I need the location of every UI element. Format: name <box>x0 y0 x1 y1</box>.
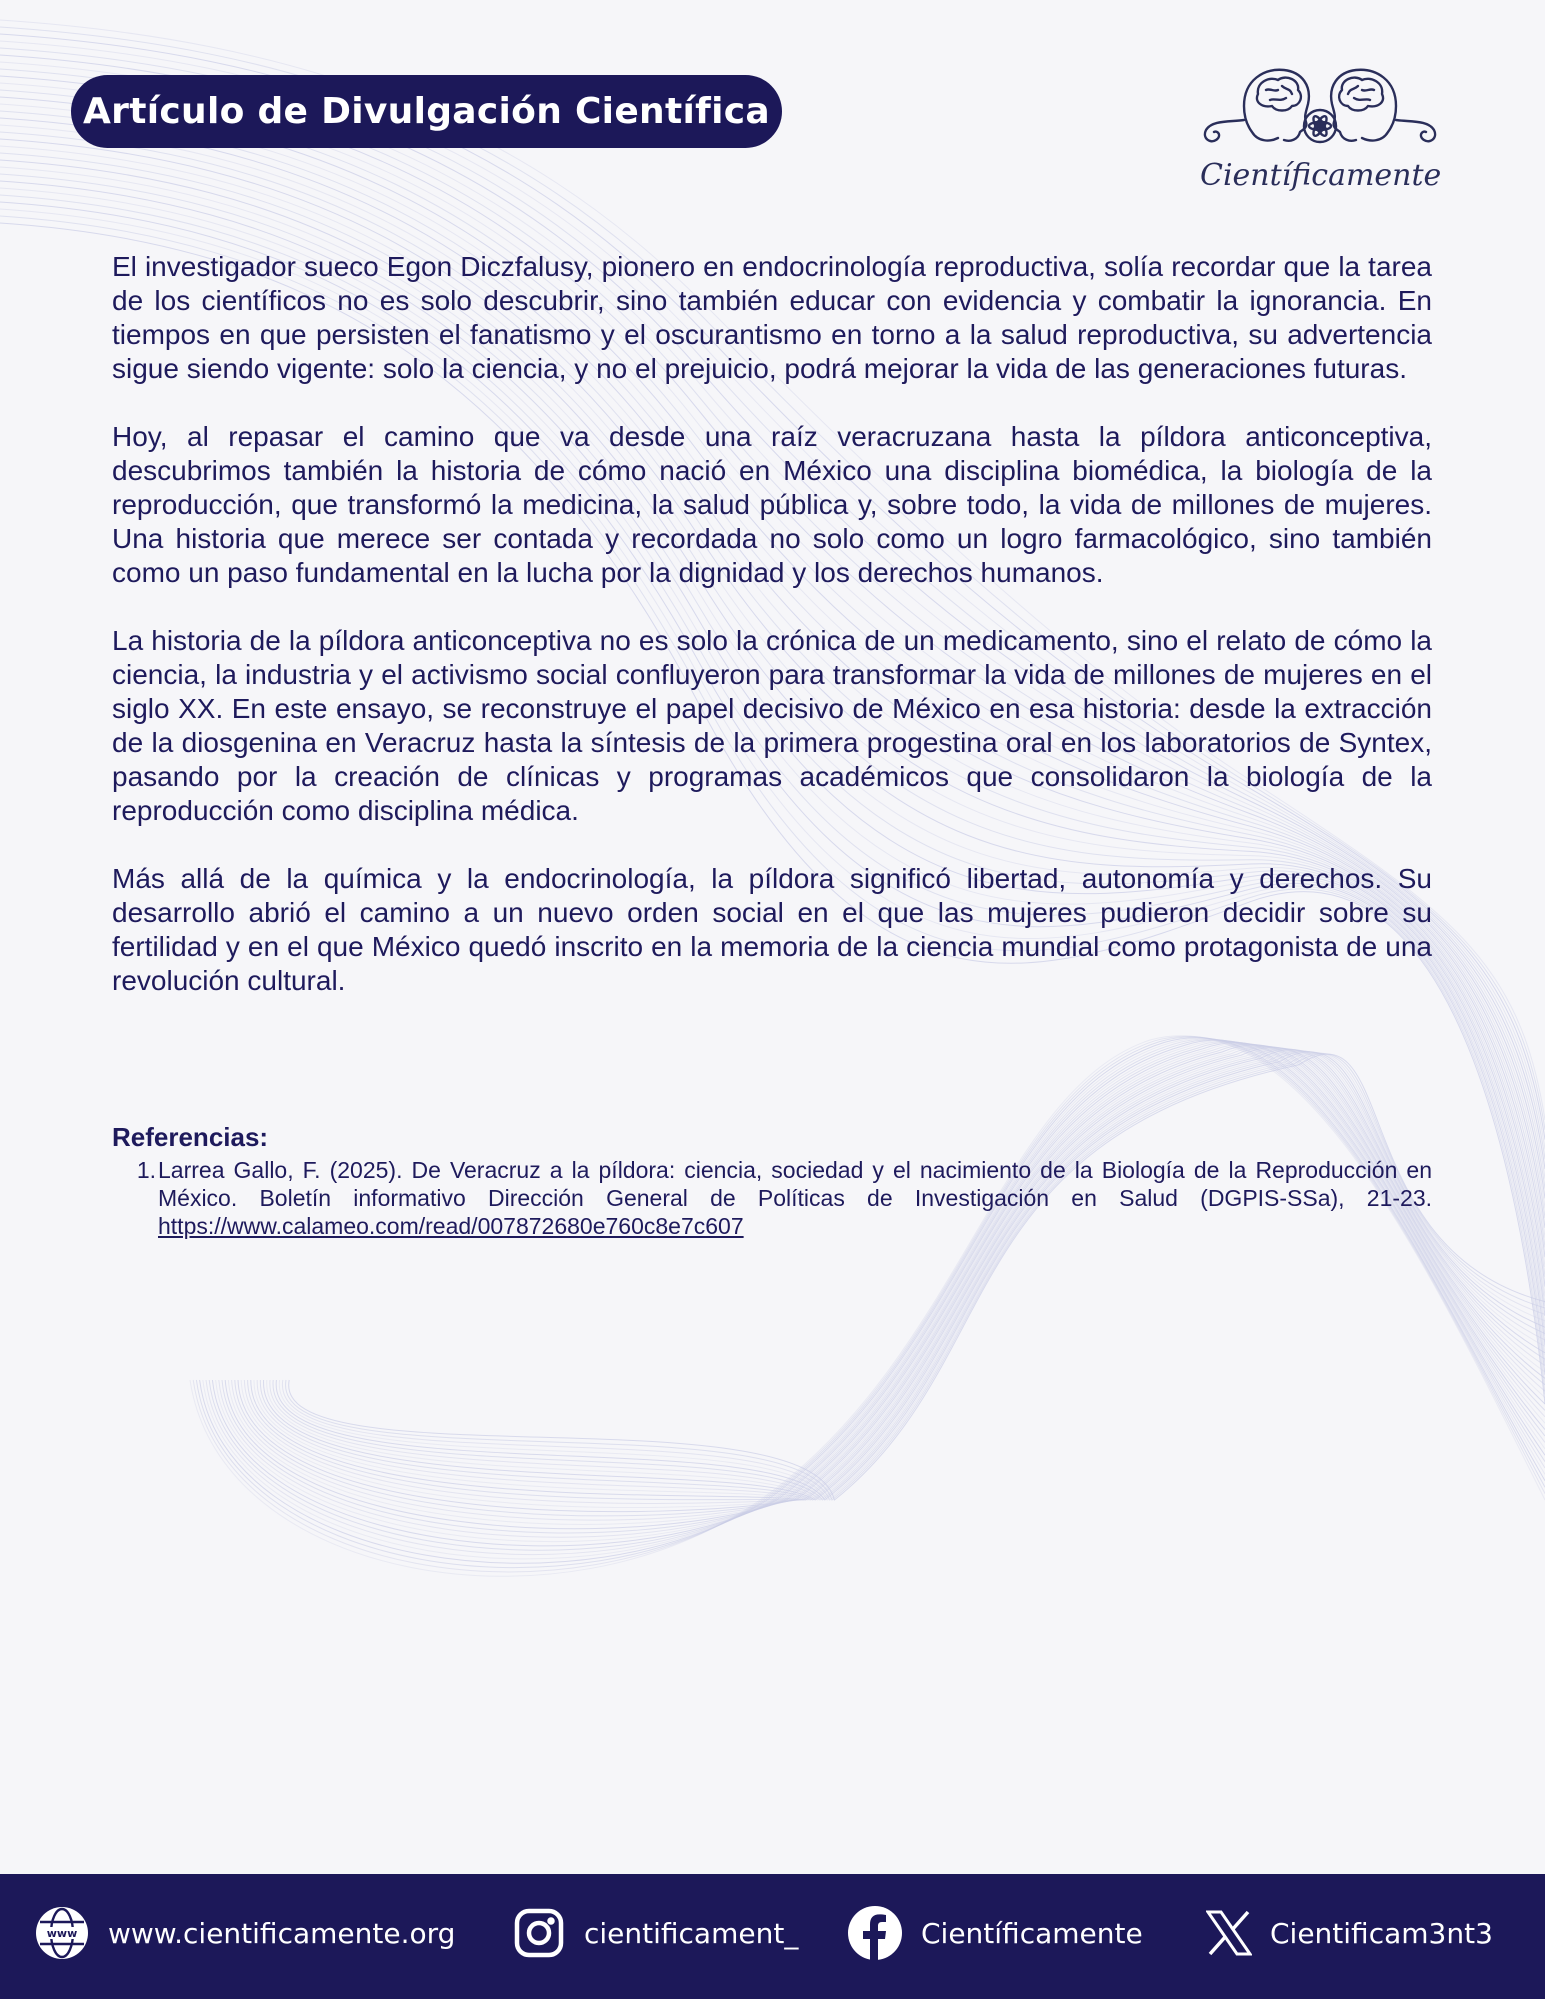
page-title: Artículo de Divulgación Científica <box>71 75 782 148</box>
footer-website-text: www.cientificamente.org <box>108 1916 456 1950</box>
references-section <box>112 1120 1432 1240</box>
brand-logo <box>1200 60 1440 210</box>
footer-facebook-text: Científicamente <box>921 1916 1143 1950</box>
footer-instagram[interactable] <box>512 1902 798 1964</box>
instagram-icon <box>512 1906 566 1960</box>
svg-text:www: www <box>46 1927 78 1940</box>
footer-facebook[interactable] <box>847 1902 1143 1964</box>
references-heading: Referencias: <box>112 1122 269 1152</box>
globe-www-icon <box>34 1905 90 1961</box>
reference-item <box>112 1156 1432 1240</box>
facebook-icon <box>847 1905 903 1961</box>
reference-text <box>158 1156 1432 1240</box>
logo-wordmark: Científicamente <box>1200 158 1442 193</box>
article-paragraph: Hoy, al repasar el camino que va desde una raíz veracruzana hasta la píldora anticonceptiva, descubrimos también la historia de cómo nació en México una disciplina biomédica, la biología de la reproducción, que transformó la medicina, la salud pública y, sobre todo, la vida de millones de mujeres. Una historia que merece ser contada y recordada no solo como un logro farmacológico, sino también como un paso fundamental en la lucha por la dignidad y los derechos humanos. <box>112 421 1432 588</box>
footer-x-text: Cientificam3nt3 <box>1270 1916 1493 1950</box>
brain-heads-atom-icon <box>1200 60 1440 160</box>
footer-website[interactable] <box>34 1902 455 1964</box>
reference-number: 1. <box>136 1157 156 1183</box>
footer-x[interactable] <box>1206 1902 1493 1964</box>
article-paragraph: El investigador sueco Egon Diczfalusy, pionero en endocrinología reproductiva, solía recordar que la tarea de los científicos no es solo descubrir, sino también educar con evidencia y combatir la ignorancia. En tiempos en que persisten el fanatismo y el oscurantismo en torno a la salud reproductiva, su advertencia sigue siendo vigente: solo la ciencia, y no el prejuicio, podrá mejorar la vida de las generaciones futuras. <box>112 251 1432 384</box>
x-logo-icon <box>1206 1910 1252 1956</box>
article-paragraph: La historia de la píldora anticonceptiva no es solo la crónica de un medicamento, sino el relato de cómo la ciencia, la industria y el activismo social confluyeron para transformar la vida de millones de mujeres en el siglo XX. En este ensayo, se reconstruye el papel decisivo de México en esa historia: desde la extracción de la diosgenina en Veracruz hasta la síntesis de la primera progestina oral en los laboratorios de Syntex, pasando por la creación de clínicas y programas académicos que consolidaron la biología de la reproducción como disciplina médica. <box>112 625 1432 826</box>
article-paragraph: Más allá de la química y la endocrinología, la píldora significó libertad, autonomía y derechos. Su desarrollo abrió el camino a un nuevo orden social en el que las mujeres pudieron decidir sobre su fertilidad y en el que México quedó inscrito en la memoria de la ciencia mundial como protagonista de una revolución cultural. <box>112 863 1432 996</box>
footer-bar <box>0 1874 1545 1999</box>
footer-instagram-text: cientificament_ <box>584 1916 799 1950</box>
reference-link[interactable]: https://www.calameo.com/read/007872680e760c8e7c607 <box>158 1213 744 1239</box>
article-body <box>112 250 1432 1032</box>
reference-citation: Larrea Gallo, F. (2025). De Veracruz a la píldora: ciencia, sociedad y el nacimiento de la Biología de la Reproducción en México. Boletín informativo Dirección General de Políticas de Investigación en Salud (DGPIS-SSa), 21-23. <box>158 1157 1432 1211</box>
